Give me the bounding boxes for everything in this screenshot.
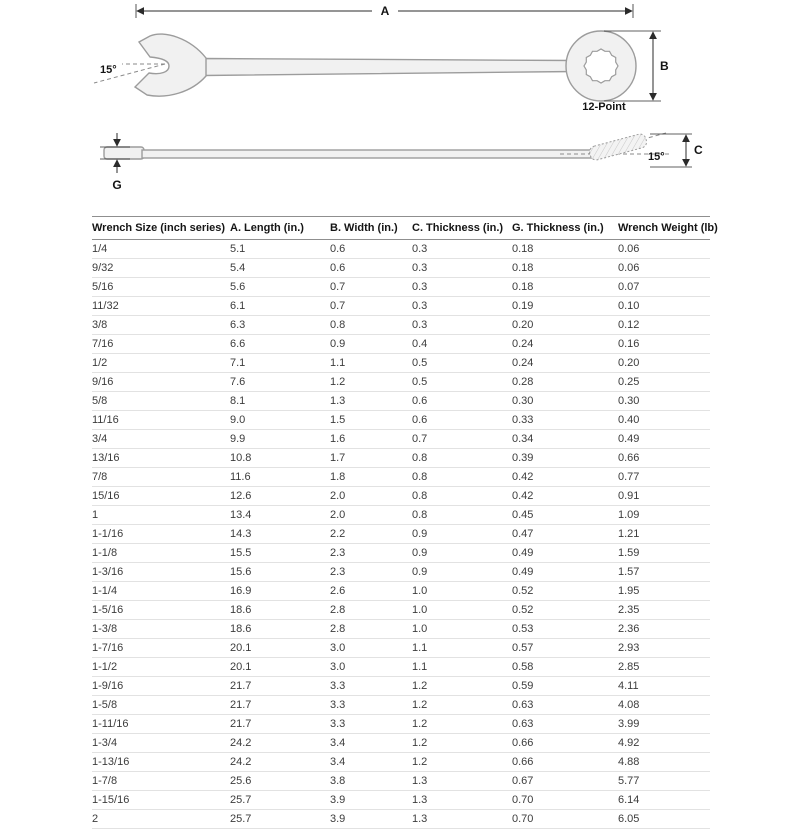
table-cell: 1.2 <box>412 677 512 696</box>
table-cell: 1.3 <box>412 772 512 791</box>
table-cell: 2.8 <box>330 620 412 639</box>
table-cell: 1-7/8 <box>92 772 230 791</box>
table-row <box>92 335 710 354</box>
table-cell: 1-3/8 <box>92 620 230 639</box>
table-cell: 0.58 <box>512 658 618 677</box>
table-cell: 0.66 <box>512 753 618 772</box>
side-open-end <box>104 147 144 159</box>
table-cell: 1.2 <box>412 715 512 734</box>
table-cell: 6.3 <box>230 316 330 335</box>
table-cell: 0.06 <box>618 240 710 259</box>
column-header: G. Thickness (in.) <box>512 217 618 240</box>
table-cell: 1-3/4 <box>92 734 230 753</box>
table-cell: 1.2 <box>412 753 512 772</box>
table-cell: 0.5 <box>412 354 512 373</box>
table-row <box>92 715 710 734</box>
column-header: B. Width (in.) <box>330 217 412 240</box>
table-cell: 0.52 <box>512 582 618 601</box>
table-cell: 3.3 <box>330 677 412 696</box>
table-cell: 3.9 <box>330 810 412 829</box>
table-cell: 1.3 <box>412 810 512 829</box>
table-cell: 0.47 <box>512 525 618 544</box>
table-cell: 0.8 <box>412 506 512 525</box>
table-cell: 0.63 <box>512 715 618 734</box>
table-cell: 0.20 <box>618 354 710 373</box>
table-cell: 0.10 <box>618 297 710 316</box>
table-row <box>92 677 710 696</box>
table-cell: 1-1/16 <box>92 525 230 544</box>
table-cell: 9.9 <box>230 430 330 449</box>
side-box-end <box>588 133 648 162</box>
table-cell: 24.2 <box>230 753 330 772</box>
table-cell: 0.3 <box>412 278 512 297</box>
table-cell: 0.42 <box>512 468 618 487</box>
table-cell: 0.9 <box>412 525 512 544</box>
table-cell: 5/8 <box>92 392 230 411</box>
table-cell: 1.6 <box>330 430 412 449</box>
table-cell: 0.8 <box>330 316 412 335</box>
table-cell: 1.8 <box>330 468 412 487</box>
table-row <box>92 734 710 753</box>
table-cell: 1.5 <box>330 411 412 430</box>
table-cell: 0.70 <box>512 810 618 829</box>
table-cell: 1-11/16 <box>92 715 230 734</box>
table-cell: 3.9 <box>330 791 412 810</box>
table-row <box>92 411 710 430</box>
table-cell: 12.6 <box>230 487 330 506</box>
table-row <box>92 392 710 411</box>
table-cell: 2.0 <box>330 506 412 525</box>
table-cell: 0.7 <box>330 297 412 316</box>
table-cell: 0.53 <box>512 620 618 639</box>
table-cell: 0.57 <box>512 639 618 658</box>
table-cell: 2.6 <box>330 582 412 601</box>
table-cell: 15.5 <box>230 544 330 563</box>
table-cell: 4.92 <box>618 734 710 753</box>
table-cell: 0.9 <box>330 335 412 354</box>
column-header: Wrench Weight (lb) <box>618 217 710 240</box>
spec-table <box>92 216 718 829</box>
table-cell: 0.3 <box>412 240 512 259</box>
table-cell: 2.2 <box>330 525 412 544</box>
dimension-g <box>100 133 130 192</box>
table-row <box>92 582 710 601</box>
table-cell: 20.1 <box>230 658 330 677</box>
side-angle-label: 15° <box>648 151 665 163</box>
table-cell: 1.0 <box>412 620 512 639</box>
wrench-diagram <box>0 0 800 214</box>
table-cell: 6.14 <box>618 791 710 810</box>
table-cell: 18.6 <box>230 620 330 639</box>
table-cell: 1.7 <box>330 449 412 468</box>
table-cell: 0.19 <box>512 297 618 316</box>
table-cell: 3.3 <box>330 715 412 734</box>
table-cell: 0.49 <box>618 430 710 449</box>
table-cell: 0.3 <box>412 259 512 278</box>
table-cell: 0.8 <box>412 487 512 506</box>
table-cell: 3.4 <box>330 753 412 772</box>
table-cell: 0.18 <box>512 240 618 259</box>
table-cell: 3.0 <box>330 639 412 658</box>
table-cell: 1.1 <box>412 658 512 677</box>
table-row <box>92 753 710 772</box>
table-cell: 5.1 <box>230 240 330 259</box>
table-cell: 1-15/16 <box>92 791 230 810</box>
table-cell: 6.6 <box>230 335 330 354</box>
table-cell: 1-1/8 <box>92 544 230 563</box>
dimension-a-label: A <box>380 4 390 18</box>
dimension-a <box>136 4 633 18</box>
table-cell: 0.49 <box>512 563 618 582</box>
table-cell: 2.36 <box>618 620 710 639</box>
table-cell: 5.77 <box>618 772 710 791</box>
table-row <box>92 544 710 563</box>
table-cell: 0.4 <box>412 335 512 354</box>
table-cell: 21.7 <box>230 715 330 734</box>
table-cell: 1-1/2 <box>92 658 230 677</box>
wrench-drawing <box>0 0 800 214</box>
table-cell: 1-5/16 <box>92 601 230 620</box>
table-row <box>92 620 710 639</box>
table-cell: 20.1 <box>230 639 330 658</box>
table-row <box>92 449 710 468</box>
table-cell: 11.6 <box>230 468 330 487</box>
table-row <box>92 658 710 677</box>
table-cell: 14.3 <box>230 525 330 544</box>
table-row <box>92 259 710 278</box>
table-cell: 0.77 <box>618 468 710 487</box>
column-header: Wrench Size (inch series) <box>92 217 230 240</box>
table-cell: 1-5/8 <box>92 696 230 715</box>
table-cell: 0.7 <box>330 278 412 297</box>
table-row <box>92 240 710 259</box>
table-cell: 2.3 <box>330 544 412 563</box>
wrench-handle <box>204 59 575 76</box>
table-cell: 0.66 <box>618 449 710 468</box>
table-cell: 0.66 <box>512 734 618 753</box>
table-row <box>92 810 710 829</box>
table-cell: 1-7/16 <box>92 639 230 658</box>
table-cell: 0.30 <box>512 392 618 411</box>
table-row <box>92 373 710 392</box>
table-cell: 7.1 <box>230 354 330 373</box>
dimension-g-label: G <box>112 178 122 192</box>
table-cell: 9/16 <box>92 373 230 392</box>
table-cell: 0.06 <box>618 259 710 278</box>
table-cell: 0.8 <box>412 449 512 468</box>
table-cell: 0.6 <box>330 259 412 278</box>
table-row <box>92 430 710 449</box>
spec-table-section <box>92 216 718 829</box>
table-cell: 21.7 <box>230 696 330 715</box>
table-cell: 3.4 <box>330 734 412 753</box>
table-cell: 1-3/16 <box>92 563 230 582</box>
table-cell: 1.2 <box>330 373 412 392</box>
open-end-angle-label: 15° <box>100 64 117 76</box>
table-cell: 1.2 <box>412 696 512 715</box>
table-cell: 0.7 <box>412 430 512 449</box>
twelve-point-label: 12-Point <box>582 101 626 113</box>
table-cell: 0.16 <box>618 335 710 354</box>
column-header: A. Length (in.) <box>230 217 330 240</box>
table-cell: 3.3 <box>330 696 412 715</box>
table-cell: 1.09 <box>618 506 710 525</box>
wrench-open-end <box>135 34 206 96</box>
table-cell: 3/4 <box>92 430 230 449</box>
table-cell: 9.0 <box>230 411 330 430</box>
table-cell: 0.63 <box>512 696 618 715</box>
table-cell: 0.42 <box>512 487 618 506</box>
table-row <box>92 297 710 316</box>
table-cell: 10.8 <box>230 449 330 468</box>
table-cell: 0.6 <box>412 411 512 430</box>
table-cell: 2.8 <box>330 601 412 620</box>
table-cell: 0.30 <box>618 392 710 411</box>
table-cell: 0.8 <box>412 468 512 487</box>
table-cell: 4.11 <box>618 677 710 696</box>
table-cell: 7/16 <box>92 335 230 354</box>
table-cell: 7/8 <box>92 468 230 487</box>
table-cell: 2.35 <box>618 601 710 620</box>
table-cell: 0.39 <box>512 449 618 468</box>
table-cell: 1.0 <box>412 601 512 620</box>
table-cell: 3.8 <box>330 772 412 791</box>
table-cell: 0.6 <box>330 240 412 259</box>
table-row <box>92 354 710 373</box>
table-cell: 0.6 <box>412 392 512 411</box>
table-cell: 1/4 <box>92 240 230 259</box>
table-row <box>92 468 710 487</box>
table-cell: 0.45 <box>512 506 618 525</box>
table-cell: 1-1/4 <box>92 582 230 601</box>
table-cell: 0.25 <box>618 373 710 392</box>
table-cell: 1.2 <box>412 734 512 753</box>
dimension-b-label: B <box>660 59 669 73</box>
table-cell: 5.4 <box>230 259 330 278</box>
wrench-top-view <box>94 4 669 113</box>
table-cell: 0.18 <box>512 259 618 278</box>
table-cell: 0.24 <box>512 354 618 373</box>
table-cell: 0.20 <box>512 316 618 335</box>
table-cell: 4.88 <box>618 753 710 772</box>
table-cell: 1.0 <box>412 582 512 601</box>
table-cell: 5/16 <box>92 278 230 297</box>
table-cell: 0.3 <box>412 316 512 335</box>
table-cell: 13.4 <box>230 506 330 525</box>
table-cell: 0.07 <box>618 278 710 297</box>
table-cell: 1.57 <box>618 563 710 582</box>
table-cell: 0.24 <box>512 335 618 354</box>
table-cell: 24.2 <box>230 734 330 753</box>
table-cell: 2 <box>92 810 230 829</box>
table-row <box>92 696 710 715</box>
table-cell: 1.59 <box>618 544 710 563</box>
table-cell: 8.1 <box>230 392 330 411</box>
table-cell: 11/16 <box>92 411 230 430</box>
table-cell: 3.0 <box>330 658 412 677</box>
table-cell: 6.05 <box>618 810 710 829</box>
table-cell: 1.1 <box>412 639 512 658</box>
table-row <box>92 487 710 506</box>
table-cell: 1.1 <box>330 354 412 373</box>
table-cell: 0.18 <box>512 278 618 297</box>
table-cell: 16.9 <box>230 582 330 601</box>
table-cell: 2.85 <box>618 658 710 677</box>
table-row <box>92 601 710 620</box>
table-cell: 21.7 <box>230 677 330 696</box>
table-row <box>92 316 710 335</box>
side-handle <box>142 150 592 158</box>
table-cell: 0.5 <box>412 373 512 392</box>
table-cell: 2.3 <box>330 563 412 582</box>
table-cell: 0.59 <box>512 677 618 696</box>
table-row <box>92 563 710 582</box>
header-row <box>92 217 710 240</box>
table-cell: 25.7 <box>230 810 330 829</box>
table-cell: 1-13/16 <box>92 753 230 772</box>
table-cell: 25.6 <box>230 772 330 791</box>
table-row <box>92 506 710 525</box>
table-cell: 15.6 <box>230 563 330 582</box>
table-cell: 0.9 <box>412 544 512 563</box>
table-cell: 0.9 <box>412 563 512 582</box>
table-cell: 1-9/16 <box>92 677 230 696</box>
table-cell: 3/8 <box>92 316 230 335</box>
table-cell: 0.70 <box>512 791 618 810</box>
table-row <box>92 639 710 658</box>
table-cell: 11/32 <box>92 297 230 316</box>
table-cell: 6.1 <box>230 297 330 316</box>
table-cell: 1 <box>92 506 230 525</box>
table-cell: 1.3 <box>412 791 512 810</box>
dimension-c-label: C <box>694 143 703 157</box>
table-cell: 1.3 <box>330 392 412 411</box>
table-cell: 0.34 <box>512 430 618 449</box>
table-cell: 1.95 <box>618 582 710 601</box>
table-cell: 18.6 <box>230 601 330 620</box>
table-cell: 2.0 <box>330 487 412 506</box>
table-cell: 0.3 <box>412 297 512 316</box>
table-cell: 0.49 <box>512 544 618 563</box>
table-body <box>92 240 710 829</box>
table-cell: 2.93 <box>618 639 710 658</box>
table-cell: 15/16 <box>92 487 230 506</box>
wrench-side-view <box>100 133 703 192</box>
table-cell: 7.6 <box>230 373 330 392</box>
table-cell: 0.52 <box>512 601 618 620</box>
table-cell: 25.7 <box>230 791 330 810</box>
table-cell: 1/2 <box>92 354 230 373</box>
table-cell: 3.99 <box>618 715 710 734</box>
table-row <box>92 772 710 791</box>
table-cell: 4.08 <box>618 696 710 715</box>
column-header: C. Thickness (in.) <box>412 217 512 240</box>
table-cell: 13/16 <box>92 449 230 468</box>
table-cell: 5.6 <box>230 278 330 297</box>
table-cell: 9/32 <box>92 259 230 278</box>
table-cell: 0.12 <box>618 316 710 335</box>
table-cell: 1.21 <box>618 525 710 544</box>
table-cell: 0.67 <box>512 772 618 791</box>
table-cell: 0.91 <box>618 487 710 506</box>
table-row <box>92 525 710 544</box>
table-cell: 0.28 <box>512 373 618 392</box>
table-row <box>92 791 710 810</box>
table-row <box>92 278 710 297</box>
table-cell: 0.33 <box>512 411 618 430</box>
table-cell: 0.40 <box>618 411 710 430</box>
